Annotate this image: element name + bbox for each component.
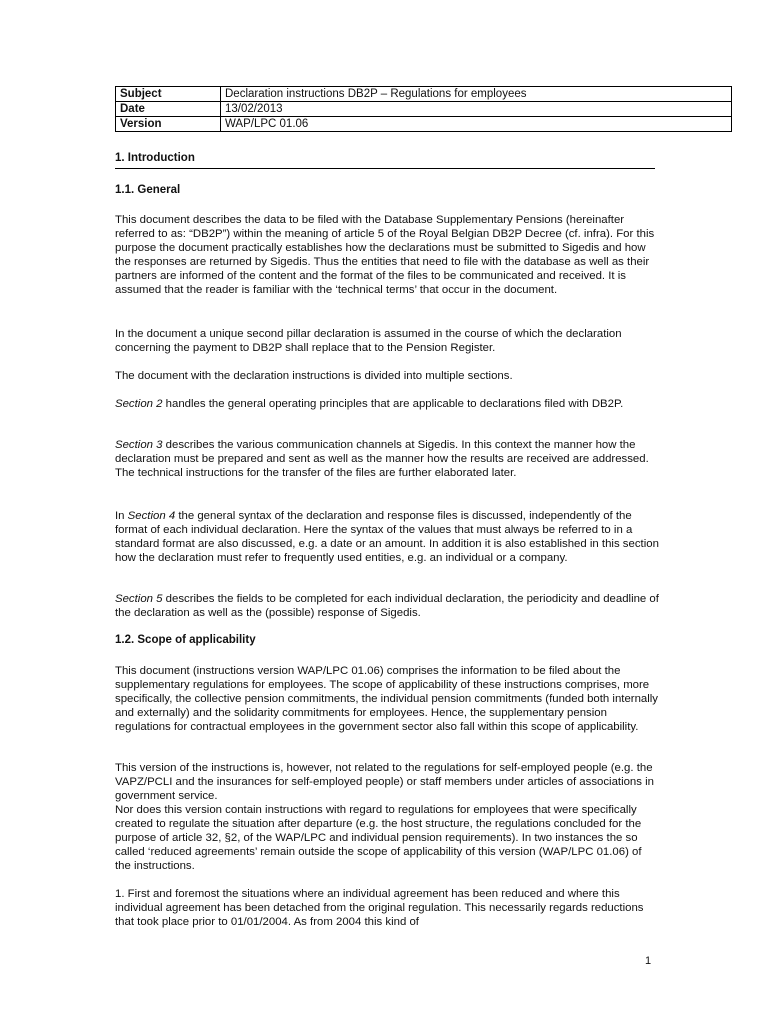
meta-version-label: Version (116, 117, 221, 132)
paragraph-intro: This document describes the data to be filed with the Database Supplementary Pensions (hereinafter referred to as: “DB2P”) within the meaning of article 5 of the Royal Belgian DB2P Decree (cf. infra). For this purpose the document practically establishes how the declarations must be submitted to Sigedis and how the responses are returned by Sigedis. Thus the entities that need to file with the database as well as their partners are informed of the content and the format of the files to be communicated and received. It is assumed that the reader is familiar with the ‘technical terms’ that occur in the document. (115, 214, 655, 296)
meta-subject-label: Subject (116, 87, 221, 102)
section-3-label: Section 3 (115, 439, 163, 451)
paragraph-scope-2b: Nor does this version contain instructions with regard to regulations for employees that were specifically created to regulate the situation after departure (e.g. the host structure, the regulations concluded for the purpose of article 32, §2, of the WAP/LPC and individual pension requirements). In two instances the so called ‘reduced agreements’ remain outside the scope of applicability of this version (WAP/LPC 01.06) of the instructions. (115, 804, 642, 872)
section-2-text: handles the general operating principles that are applicable to declarations filed with DB2P. (162, 398, 624, 410)
paragraph-section-5 (115, 592, 660, 620)
paragraph-section-4 (115, 509, 660, 565)
meta-subject-value: Declaration instructions DB2P – Regulations for employees (221, 87, 732, 102)
document-meta-table (115, 86, 732, 132)
section-5-label: Section 5 (115, 593, 163, 605)
section-3-text: describes the various communication channels at Sigedis. In this context the manner how the declaration must be prepared and sent as well as the manner how the results are received are addressed. The technical instructions for the transfer of the files are further elaborated later. (115, 439, 649, 479)
section-4-label: Section 4 (127, 510, 176, 522)
paragraph-scope-2a: This version of the instructions is, however, not related to the regulations for self-employed people (e.g. the VAPZ/PCLI and the insurances for self-employed people) or staff members under articles of associations in government service. (115, 762, 654, 802)
section-4-prefix: In (115, 510, 128, 522)
paragraph-scope-1: This document (instructions version WAP/LPC 01.06) comprises the information to be filed about the supplementary regulations for employees. The scope of applicability of these instructions comprises, more specifically, the collective pension commitments, the individual pension commitments (funded both internally and externally) and the solidarity commitments for employees. Hence, the supplementary pension regulations for contractual employees in the government sector also fall within this scope of applicability. (115, 665, 659, 733)
heading-general: 1.1. General (115, 184, 181, 196)
meta-row-subject (116, 87, 732, 102)
meta-date-value: 13/02/2013 (221, 102, 732, 117)
paragraph-second-pillar: In the document a unique second pillar declaration is assumed in the course of which the declaration concerning the payment to DB2P shall replace that to the Pension Register. (115, 328, 622, 354)
section-5-text: describes the fields to be completed for each individual declaration, the periodicity and deadline of the declaration as well as the (possible) response of Sigedis. (115, 593, 659, 619)
section-2-label: Section 2 (115, 398, 163, 410)
section-4-text: the general syntax of the declaration and response files is discussed, independently of the format of each individual declaration. Here the syntax of the values that must always be referred to in a standard format are also discussed, e.g. a date or an amount. In addition it is also established in this section how the declaration must refer to frequently used entities, e.g. an individual or a company. (115, 510, 659, 564)
meta-row-date (116, 102, 732, 117)
paragraph-sections-overview: The document with the declaration instructions is divided into multiple sections. (115, 370, 513, 382)
meta-row-version (116, 117, 732, 132)
heading-scope: 1.2. Scope of applicability (115, 634, 256, 646)
page-number: 1 (645, 955, 652, 967)
paragraph-section-2 (115, 397, 660, 411)
meta-date-label: Date (116, 102, 221, 117)
paragraph-section-3 (115, 438, 660, 480)
heading-introduction: 1. Introduction (115, 152, 655, 169)
list-item-1: 1. First and foremost the situations where an individual agreement has been reduced and where this individual agreement has been detached from the original regulation. This necessarily regards reductions that took place prior to 01/01/2004. As from 2004 this kind of (115, 888, 644, 928)
meta-version-value: WAP/LPC 01.06 (221, 117, 732, 132)
